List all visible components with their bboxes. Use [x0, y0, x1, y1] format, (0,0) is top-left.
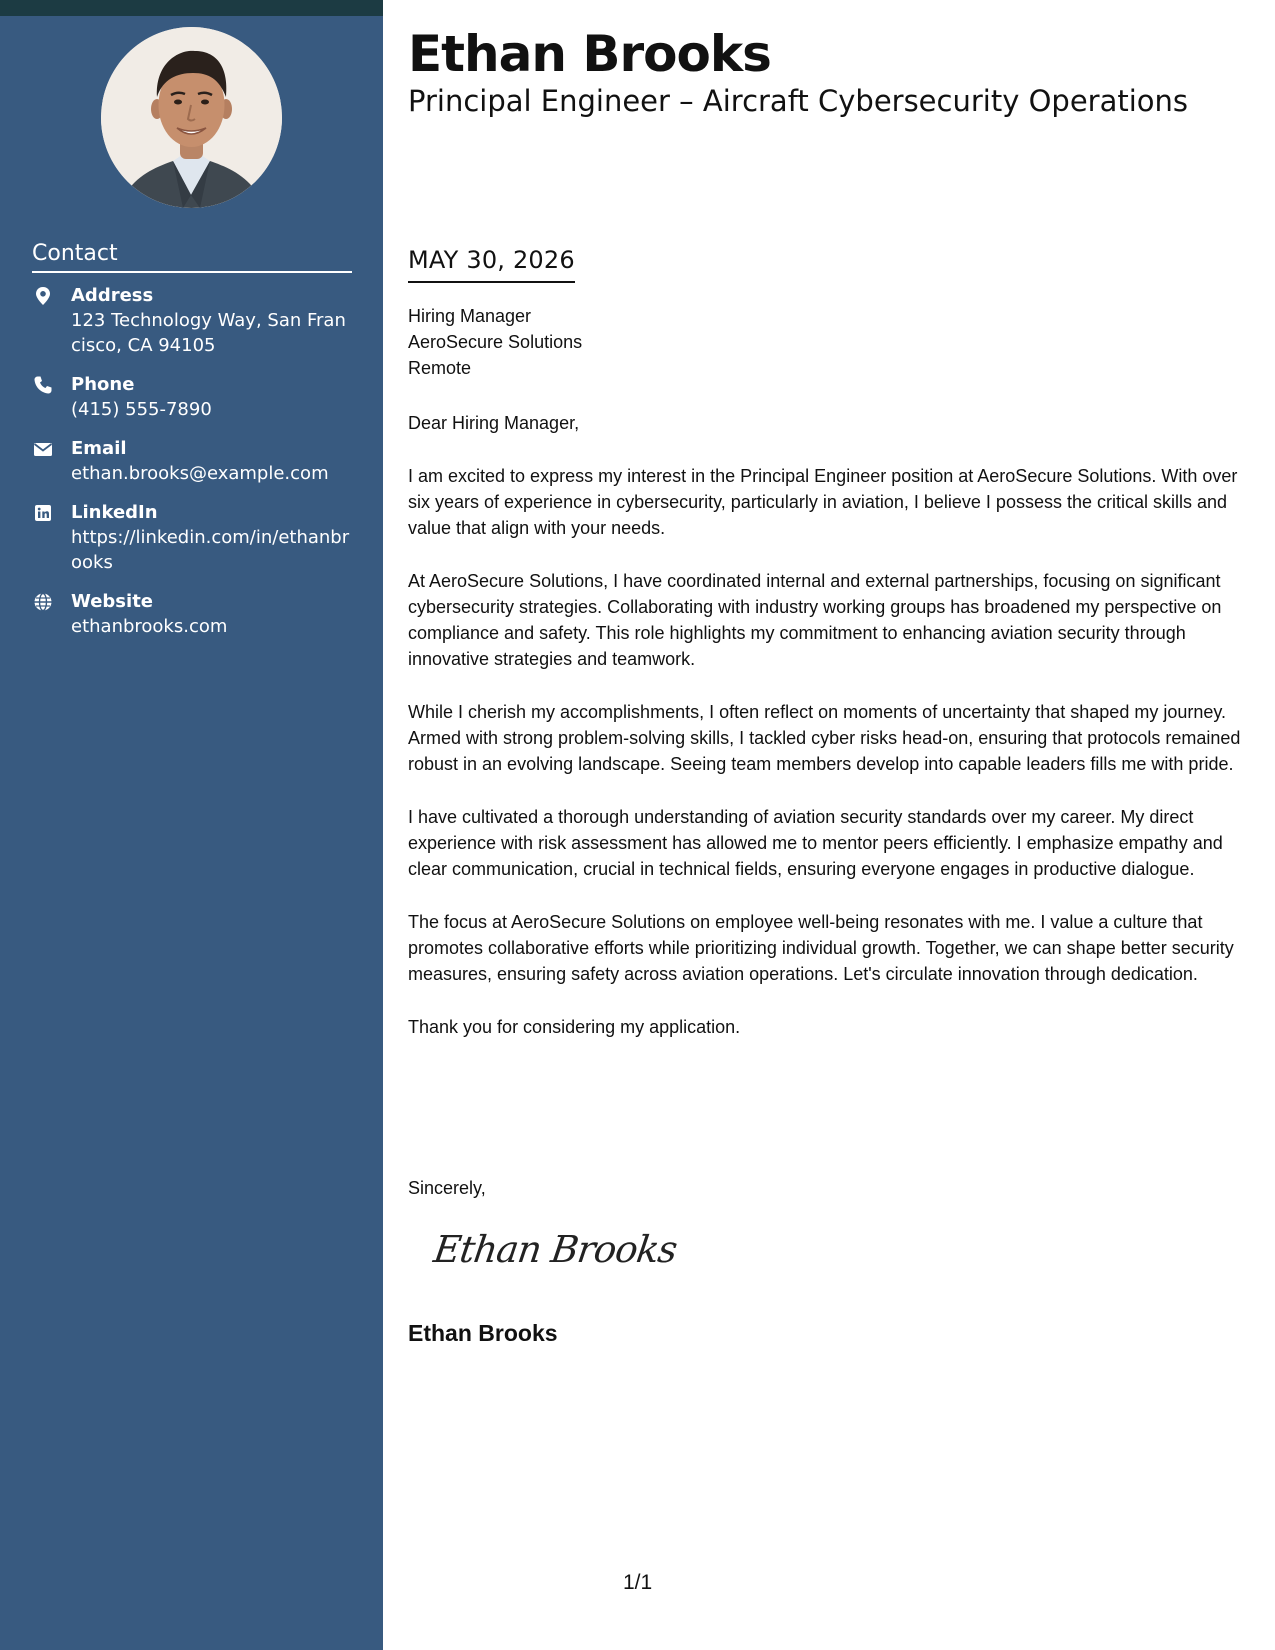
sidebar-top-bar [0, 0, 383, 16]
linkedin-icon [33, 503, 53, 523]
contact-value-linkedin[interactable]: https://linkedin.com/in/ethanbrooks [71, 527, 350, 573]
contact-value-email[interactable]: ethan.brooks@example.com [71, 463, 329, 484]
profile-photo [101, 27, 282, 208]
contact-label-email: Email [71, 438, 127, 459]
body-paragraph: I am excited to express my interest in the Principal Engineer position at AeroSecure Solutions. With over six years of experience in cybersecurity, particularly in aviation, I believe I possess the critical skills and value that align with your needs. [408, 466, 1238, 538]
contact-label-address: Address [71, 285, 154, 306]
envelope-icon [33, 439, 53, 459]
signer-name: Ethan Brooks [408, 1320, 558, 1346]
map-pin-icon [33, 286, 53, 306]
recipient-line: AeroSecure Solutions [408, 332, 583, 352]
contact-item-linkedin [32, 501, 352, 575]
body-paragraph: Thank you for considering my application. [408, 1017, 741, 1037]
contact-value-phone[interactable]: (415) 555-7890 [71, 399, 212, 420]
body-paragraph: While I cherish my accomplishments, I often reflect on moments of uncertainty that shaped my journey. Armed with strong problem-solving skills, I tackled cyber risks head-on, ensuring that protocols remained robust in an evolving landscape. Seeing team members develop into capable leaders fills me with pride. [408, 702, 1241, 774]
sidebar [0, 0, 383, 1650]
letter-main [408, 0, 1243, 1650]
body-paragraph: The focus at AeroSecure Solutions on employee well-being resonates with me. I value a culture that promotes collaborative efforts while prioritizing individual growth. Together, we can shape better security measures, ensuring safety across aviation operations. Let's circulate innovation through dedication. [408, 912, 1234, 984]
page-number: 1/1 [623, 1571, 653, 1594]
contact-item-email [32, 437, 352, 486]
phone-icon [33, 375, 53, 395]
contact-value-address: 123 Technology Way, San Francisco, CA 94105 [71, 310, 346, 356]
contact-label-linkedin: LinkedIn [71, 502, 158, 523]
closing: Sincerely, [408, 1178, 486, 1198]
body-paragraph: I have cultivated a thorough understanding of aviation security standards over my career. My direct experience with risk assessment has allowed me to mentor peers efficiently. I emphasize empathy and clear communication, crucial in technical fields, ensuring everyone engages in productive dialogue. [408, 807, 1223, 879]
recipient-line: Hiring Manager [408, 306, 532, 326]
globe-icon [33, 592, 53, 612]
salutation: Dear Hiring Manager, [408, 413, 580, 433]
contact-value-website[interactable]: ethanbrooks.com [71, 616, 228, 637]
handwritten-signature: Ethan Brooks [431, 1228, 680, 1271]
applicant-name: Ethan Brooks [408, 25, 771, 83]
letter-date: MAY 30, 2026 [408, 244, 575, 283]
contact-item-website [32, 590, 352, 639]
job-title: Principal Engineer – Aircraft Cybersecurity Operations [408, 84, 1189, 118]
contact-label-phone: Phone [71, 374, 135, 395]
contact-heading: Contact [32, 241, 352, 273]
contact-label-website: Website [71, 591, 154, 612]
contact-list [32, 284, 352, 654]
recipient-line: Remote [408, 358, 472, 378]
body-paragraph: At AeroSecure Solutions, I have coordinated internal and external partnerships, focusing on significant cybersecurity strategies. Collaborating with industry working groups has broadened my perspective on compliance and safety. This role highlights my commitment to enhancing aviation security through innovative strategies and teamwork. [408, 571, 1222, 669]
contact-item-phone [32, 373, 352, 422]
letter-body [408, 410, 1243, 1067]
recipient-block [408, 303, 582, 381]
contact-item-address [32, 284, 352, 358]
